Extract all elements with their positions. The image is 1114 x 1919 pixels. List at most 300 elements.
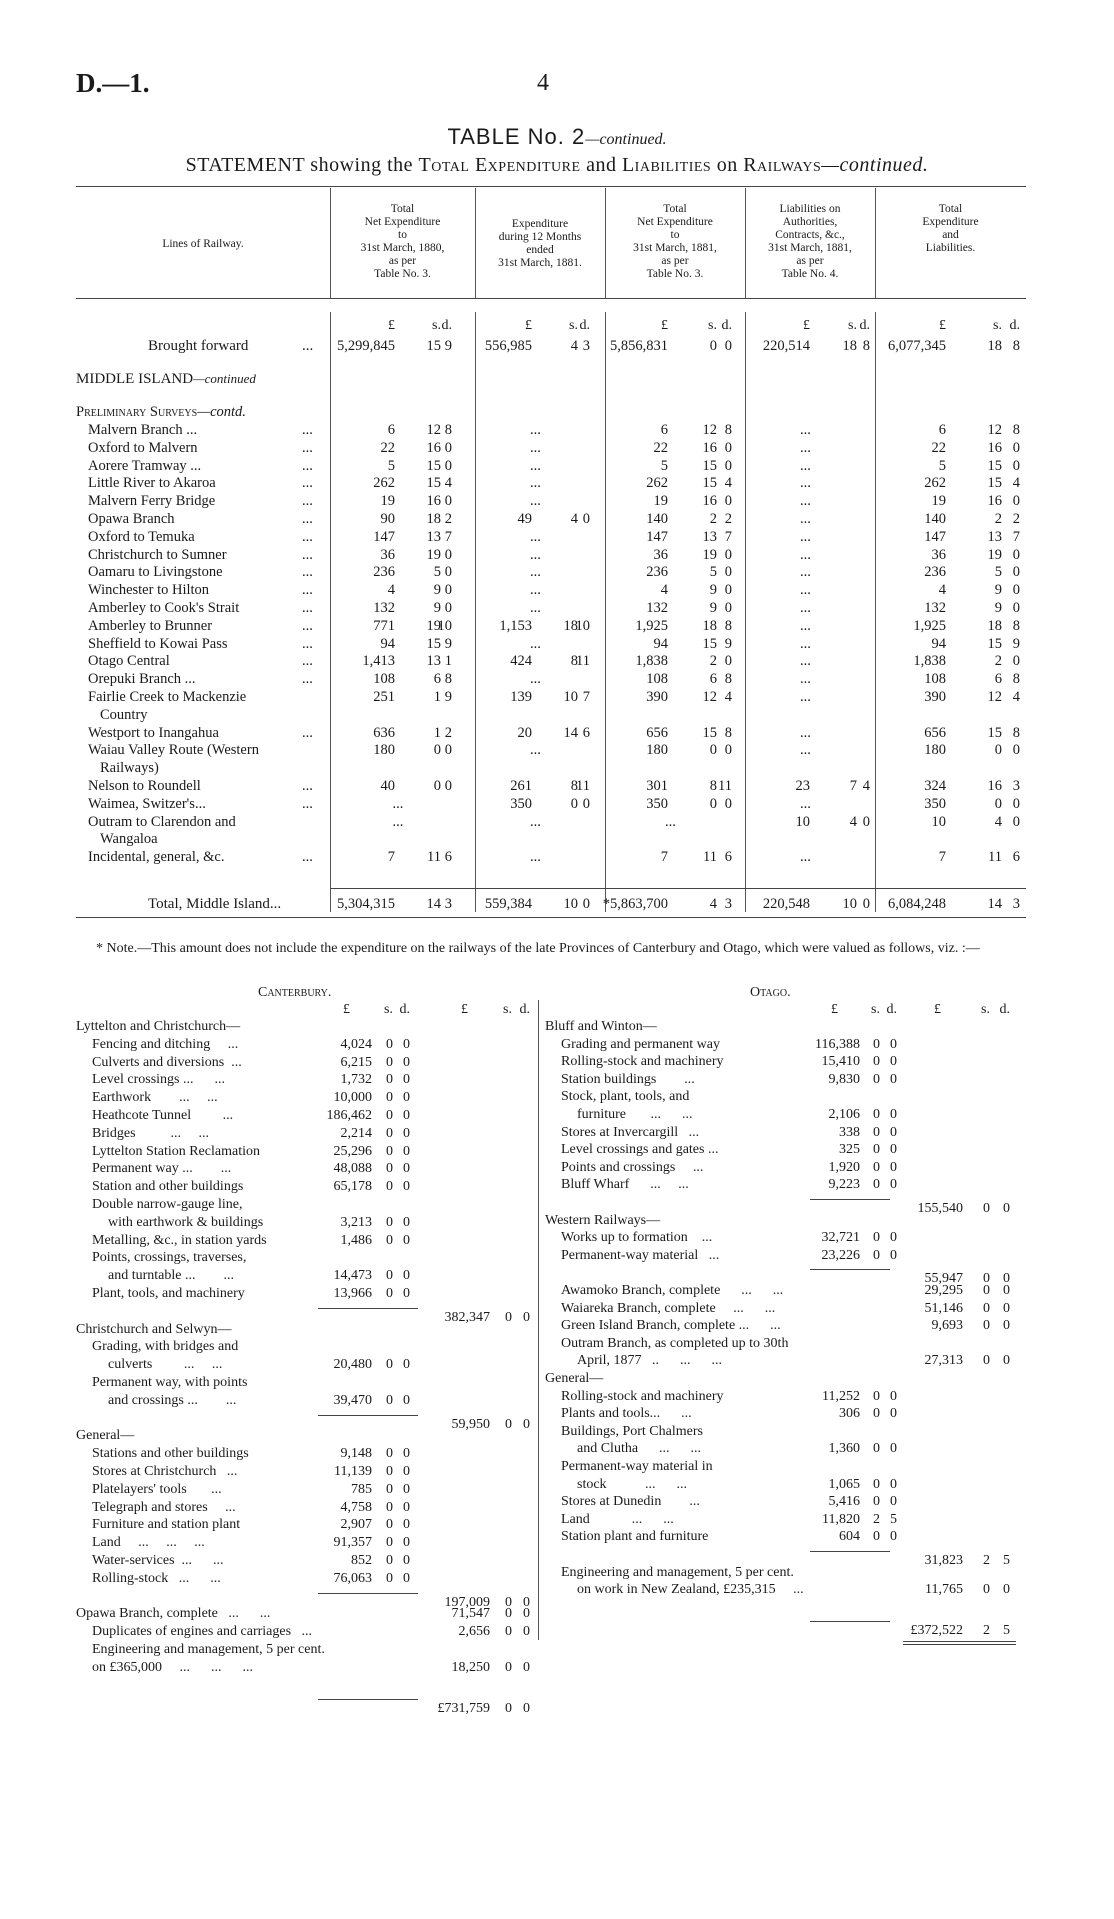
- cell-pence: 11: [576, 778, 590, 794]
- cell-pence: 4: [1012, 475, 1020, 491]
- cell-pounds: 236: [373, 564, 395, 580]
- cell-ellipsis: ...: [800, 475, 811, 491]
- cell-pence: 0: [1012, 547, 1020, 563]
- row-dots: ...: [302, 547, 313, 563]
- cell-pence: 8: [1012, 338, 1020, 354]
- table-subtitle: [0, 154, 1114, 177]
- cell-shillings: 2: [709, 511, 717, 527]
- line-text: Station buildings ...: [561, 1072, 695, 1087]
- line-total: 29,295: [924, 1283, 963, 1298]
- line-amount: 4,758: [340, 1500, 372, 1515]
- line-shillings: 0: [386, 1144, 393, 1159]
- cell-pounds: 261: [510, 778, 532, 794]
- column-header-line: Net Expenditure: [364, 216, 441, 228]
- cell-pounds: 1,838: [635, 653, 668, 669]
- cell-shillings: 16: [702, 493, 717, 509]
- line-text: Level crossings and gates ...: [561, 1142, 719, 1157]
- brought-forward-label: Brought forward: [148, 338, 249, 354]
- cell-shillings: 15: [426, 475, 441, 491]
- cell-shillings: 5: [709, 564, 717, 580]
- line-shillings: 0: [873, 1054, 880, 1069]
- cell-pence: 0: [444, 458, 452, 474]
- cell-pounds: 108: [646, 671, 668, 687]
- row-label: Aorere Tramway ...: [88, 458, 202, 474]
- cell-shillings: 8: [570, 653, 578, 669]
- line-total: 197,009: [444, 1595, 490, 1610]
- cell-pounds: 220,548: [762, 896, 810, 912]
- line-shillings: 0: [386, 1500, 393, 1515]
- line-amount: 6,215: [340, 1055, 372, 1070]
- line-total-shillings: 0: [505, 1701, 512, 1716]
- cell-pence: 8: [1012, 725, 1020, 741]
- cell-shillings: 9: [709, 582, 717, 598]
- cell-shillings: 0: [994, 742, 1002, 758]
- cell-pence: 3: [1012, 896, 1020, 912]
- cell-shillings: 15: [702, 458, 717, 474]
- cell-pence: 3: [582, 338, 590, 354]
- line-shillings: 0: [873, 1142, 880, 1157]
- cell-pounds: 7: [660, 849, 668, 865]
- cell-pence: 0: [1012, 440, 1020, 456]
- cell-shillings: 9: [994, 600, 1002, 616]
- cell-pence: 8: [1012, 618, 1020, 634]
- cell-shillings: 14: [426, 896, 441, 912]
- line-total-shillings: 0: [505, 1660, 512, 1675]
- section-title: Otago.: [750, 985, 791, 1000]
- cell-pounds: 262: [924, 475, 946, 491]
- row-dots: ...: [302, 636, 313, 652]
- line-total-shillings: 2: [983, 1553, 990, 1568]
- line-shillings: 0: [386, 1108, 393, 1123]
- subtitle-on: on: [711, 154, 744, 176]
- row-label: Incidental, general, &c.: [88, 849, 225, 865]
- line-text: Engineering and management, 5 per cent.: [561, 1565, 794, 1580]
- cell-pence: 0: [444, 582, 452, 598]
- grand-total-rule: [903, 1644, 1016, 1645]
- line-amount: 4,024: [340, 1037, 372, 1052]
- column-header-5: [875, 203, 1026, 255]
- unit-label: d.: [886, 1002, 897, 1017]
- cell-pounds: 6: [660, 422, 668, 438]
- section-title: Canterbury.: [258, 985, 332, 1000]
- cell-pounds: 22: [380, 440, 395, 456]
- cell-ellipsis: ...: [530, 600, 541, 616]
- line-pence: 0: [403, 1108, 410, 1123]
- line-shillings: 0: [386, 1535, 393, 1550]
- line-total: 9,693: [931, 1318, 963, 1333]
- cell-pounds: 49: [517, 511, 532, 527]
- unit-label: s.: [503, 1002, 512, 1017]
- row-dots: ...: [302, 725, 313, 741]
- line-amount: 11,139: [334, 1464, 372, 1479]
- cell-shillings: 15: [987, 458, 1002, 474]
- column-separator: [605, 312, 606, 912]
- line-total-shillings: 0: [983, 1283, 990, 1298]
- cell-shillings: 15: [987, 636, 1002, 652]
- line-shillings: 0: [386, 1215, 393, 1230]
- line-amount: 3,213: [340, 1215, 372, 1230]
- row-dots: ...: [302, 493, 313, 509]
- row-dots: ...: [302, 582, 313, 598]
- cell-pounds: 140: [924, 511, 946, 527]
- line-total-shillings: 0: [983, 1353, 990, 1368]
- cell-shillings: 5: [433, 564, 441, 580]
- cell-pence: 0: [1012, 582, 1020, 598]
- line-text: Rolling-stock ... ...: [92, 1571, 221, 1586]
- cell-pounds: 1,413: [362, 653, 395, 669]
- line-total-pence: 0: [523, 1660, 530, 1675]
- cell-ellipsis: ...: [800, 529, 811, 545]
- line-total-pence: 0: [1003, 1318, 1010, 1333]
- cell-shillings: 15: [426, 458, 441, 474]
- line-total: 155,540: [917, 1201, 963, 1216]
- line-shillings: 0: [873, 1125, 880, 1140]
- cell-pounds: 22: [653, 440, 668, 456]
- cell-ellipsis: ...: [800, 618, 811, 634]
- cell-pounds: 1,925: [635, 618, 668, 634]
- row-label: Waimea, Switzer's...: [88, 796, 206, 812]
- column-separator: [475, 312, 476, 912]
- cell-pence: 0: [724, 653, 732, 669]
- cell-pounds: 236: [924, 564, 946, 580]
- cell-pounds: 147: [924, 529, 946, 545]
- line-total-shillings: 0: [983, 1318, 990, 1333]
- line-pence: 0: [403, 1500, 410, 1515]
- line-amount: 5,416: [828, 1494, 860, 1509]
- line-pence: 0: [890, 1441, 897, 1456]
- cell-ellipsis: ...: [800, 742, 811, 758]
- cell-pounds: 139: [510, 689, 532, 705]
- cell-pence: 6: [444, 849, 452, 865]
- cell-shillings: 6: [433, 671, 441, 687]
- row-label: Little River to Akaroa: [88, 475, 216, 491]
- unit-pence: d.: [859, 318, 870, 333]
- line-amount: 23,226: [821, 1248, 860, 1263]
- line-text: Grading and permanent way: [561, 1037, 720, 1052]
- cell-pence: 9: [1012, 636, 1020, 652]
- cell-ellipsis: ...: [800, 582, 811, 598]
- line-shillings: 0: [386, 1037, 393, 1052]
- cell-pounds: 5: [660, 458, 668, 474]
- cell-shillings: 10: [563, 896, 578, 912]
- column-header-line: as per: [796, 255, 824, 267]
- cell-pounds: 262: [646, 475, 668, 491]
- line-amount: 9,148: [340, 1446, 372, 1461]
- line-shillings: 0: [873, 1037, 880, 1052]
- line-text: Lyttelton and Christchurch—: [76, 1019, 241, 1034]
- cell-pence: 4: [862, 778, 870, 794]
- column-header-0: [76, 238, 330, 251]
- line-amount: 2,106: [828, 1107, 860, 1122]
- cell-pounds: 20: [517, 725, 532, 741]
- line-total-pence: 0: [1003, 1201, 1010, 1216]
- line-pence: 0: [403, 1357, 410, 1372]
- line-shillings: 0: [386, 1446, 393, 1461]
- cell-shillings: 15: [702, 725, 717, 741]
- table-title: [0, 124, 1114, 150]
- line-pence: 0: [403, 1215, 410, 1230]
- unit-shillings: s.: [432, 318, 441, 333]
- cell-shillings: 8: [570, 778, 578, 794]
- cell-shillings: 2: [994, 511, 1002, 527]
- cell-pence: 2: [444, 511, 452, 527]
- cell-shillings: 18: [987, 338, 1002, 354]
- cell-shillings: 12: [987, 422, 1002, 438]
- cell-pence: 0: [724, 547, 732, 563]
- line-total-pence: 0: [523, 1701, 530, 1716]
- cell-shillings: 4: [849, 814, 857, 830]
- column-separator: [330, 312, 331, 912]
- line-amount: 15,410: [821, 1054, 860, 1069]
- line-text: and crossings ... ...: [108, 1393, 237, 1408]
- line-text: Fencing and ditching ...: [92, 1037, 239, 1052]
- unit-pounds: £: [661, 318, 668, 333]
- line-total-pence: 0: [1003, 1353, 1010, 1368]
- unit-label: £: [461, 1002, 468, 1017]
- cell-shillings: 15: [987, 475, 1002, 491]
- line-text: Permanent-way material ...: [561, 1248, 720, 1263]
- cell-pence: 9: [724, 636, 732, 652]
- document-code: D.—1.: [76, 68, 150, 98]
- cell-pounds: 5: [938, 458, 946, 474]
- cell-ellipsis: ...: [530, 422, 541, 438]
- line-total-shillings: 0: [983, 1301, 990, 1316]
- cell-pence: 8: [1012, 671, 1020, 687]
- cell-pence: 9: [444, 636, 452, 652]
- line-total: 2,656: [458, 1624, 490, 1639]
- subtotal-rule: [318, 1415, 418, 1416]
- island-heading: [76, 371, 256, 388]
- cell-pence: 0: [724, 338, 732, 354]
- cell-pence: 3: [724, 896, 732, 912]
- line-shillings: 0: [386, 1268, 393, 1283]
- cell-shillings: 7: [849, 778, 857, 794]
- line-text: Stores at Christchurch ...: [92, 1464, 238, 1479]
- cell-pounds: 36: [380, 547, 395, 563]
- cell-pence: 4: [444, 475, 452, 491]
- cell-shillings: 15: [426, 338, 441, 354]
- line-text: Water-services ... ...: [92, 1553, 224, 1568]
- line-shillings: 0: [873, 1248, 880, 1263]
- cell-ellipsis: ...: [800, 689, 811, 705]
- line-shillings: 0: [386, 1233, 393, 1248]
- cell-pence: 0: [1012, 458, 1020, 474]
- cell-pounds: 262: [373, 475, 395, 491]
- line-total-pence: 0: [1003, 1283, 1010, 1298]
- column-header-line: Table No. 3.: [646, 268, 704, 280]
- cell-shillings: 14: [987, 896, 1002, 912]
- row-dots: ...: [302, 511, 313, 527]
- cell-shillings: 4: [570, 511, 578, 527]
- cell-pence: 6: [724, 849, 732, 865]
- line-amount: 39,470: [333, 1393, 372, 1408]
- line-total: £731,759: [437, 1701, 490, 1716]
- cell-shillings: 11: [703, 849, 717, 865]
- cell-shillings: 15: [702, 475, 717, 491]
- line-text: Heathcote Tunnel ...: [92, 1108, 234, 1123]
- cell-pounds: 132: [646, 600, 668, 616]
- row-dots: ...: [302, 440, 313, 456]
- cell-pounds: 140: [646, 511, 668, 527]
- line-amount: 1,065: [828, 1477, 860, 1492]
- column-header-line: Lines of Railway.: [162, 238, 244, 250]
- line-shillings: 0: [386, 1126, 393, 1141]
- line-text: Plant, tools, and machinery: [92, 1286, 245, 1301]
- cell-pounds: 324: [924, 778, 946, 794]
- line-text: Grading, with bridges and: [92, 1339, 239, 1354]
- cell-pounds: 94: [380, 636, 395, 652]
- line-text: on work in New Zealand, £235,315 ...: [577, 1582, 804, 1597]
- column-header-line: Expenditure: [511, 218, 569, 230]
- cell-pence: 8: [724, 671, 732, 687]
- unit-label: s.: [871, 1002, 880, 1017]
- cell-shillings: 19: [426, 547, 441, 563]
- line-text: Buildings, Port Chalmers: [561, 1424, 703, 1439]
- cell-pence: 0: [862, 896, 870, 912]
- cell-shillings: 2: [994, 653, 1002, 669]
- column-header-line: 31st March, 1881,: [768, 242, 852, 254]
- cell-shillings: 2: [709, 653, 717, 669]
- cell-pence: 3: [1012, 778, 1020, 794]
- line-amount: 76,063: [333, 1571, 372, 1586]
- column-header-line: Expenditure: [922, 216, 979, 228]
- island-heading-suffix: —continued: [193, 371, 256, 386]
- column-header-line: Total: [663, 203, 687, 215]
- footnote: * Note.—This amount does not include the expenditure on the railways of the late Provinces of Canterbury and Otago, which were valued as follows, viz. :—: [96, 941, 980, 956]
- cell-pounds: 23: [795, 778, 810, 794]
- line-text: Permanent-way material in: [561, 1459, 713, 1474]
- line-pence: 0: [403, 1161, 410, 1176]
- cell-pence: 0: [724, 493, 732, 509]
- cell-shillings: 13: [702, 529, 717, 545]
- line-total: 55,947: [924, 1271, 963, 1286]
- line-pence: 0: [890, 1054, 897, 1069]
- brought-forward-dots: ...: [302, 338, 314, 354]
- cell-pence: 0: [582, 796, 590, 812]
- line-pence: 0: [890, 1160, 897, 1175]
- cell-ellipsis: ...: [530, 564, 541, 580]
- line-pence: 0: [403, 1072, 410, 1087]
- cell-pence: 3: [444, 896, 452, 912]
- line-shillings: 0: [386, 1393, 393, 1408]
- cell-pence: 2: [444, 725, 452, 741]
- subtotal-rule: [318, 1308, 418, 1309]
- subtotal-rule: [318, 1593, 418, 1594]
- line-total-pence: 0: [1003, 1301, 1010, 1316]
- line-text: Stations and other buildings: [92, 1446, 249, 1461]
- cell-shillings: 8: [709, 778, 717, 794]
- cell-shillings: 16: [426, 493, 441, 509]
- line-pence: 5: [890, 1512, 897, 1527]
- unit-shillings: s.: [708, 318, 717, 333]
- line-amount: 325: [839, 1142, 860, 1157]
- line-text: April, 1877 .. ... ...: [577, 1353, 723, 1368]
- line-amount: 20,480: [333, 1357, 372, 1372]
- cell-pence: 0: [724, 742, 732, 758]
- line-total: 31,823: [924, 1553, 963, 1568]
- row-label: Oamaru to Livingstone: [88, 564, 223, 580]
- row-dots: ...: [302, 618, 313, 634]
- cell-shillings: 0: [709, 796, 717, 812]
- cell-shillings: 18: [426, 511, 441, 527]
- line-text: Land ... ...: [561, 1512, 674, 1527]
- line-text: Bluff Wharf ... ...: [561, 1177, 689, 1192]
- cell-pence: 2: [1012, 511, 1020, 527]
- cell-shillings: 13: [426, 529, 441, 545]
- line-text: Bluff and Winton—: [545, 1019, 657, 1034]
- line-pence: 0: [890, 1037, 897, 1052]
- row-label: Orepuki Branch ...: [88, 671, 196, 687]
- line-shillings: 0: [873, 1477, 880, 1492]
- line-pence: 0: [403, 1446, 410, 1461]
- subtotal-rule: [810, 1551, 890, 1552]
- cell-pence: 7: [1012, 529, 1020, 545]
- cell-ellipsis: ...: [800, 796, 811, 812]
- line-shillings: 0: [386, 1286, 393, 1301]
- line-pence: 0: [890, 1107, 897, 1122]
- cell-pounds: 220,514: [762, 338, 810, 354]
- subtotal-rule: [810, 1621, 890, 1622]
- cell-pounds: 7: [938, 849, 946, 865]
- line-pence: 0: [890, 1248, 897, 1263]
- unit-shillings: s.: [848, 318, 857, 333]
- subtitle-and: and: [580, 154, 622, 176]
- line-pence: 0: [403, 1126, 410, 1141]
- column-header-line: Table No. 4.: [781, 268, 839, 280]
- cell-pounds: 4: [660, 582, 668, 598]
- line-shillings: 0: [873, 1529, 880, 1544]
- subtotal-rule: [318, 1699, 418, 1700]
- cell-ellipsis: ...: [392, 814, 404, 830]
- line-amount: 10,000: [333, 1090, 372, 1105]
- line-shillings: 0: [386, 1161, 393, 1176]
- table-bottom-rule: [76, 917, 1026, 918]
- row-label: Winchester to Hilton: [88, 582, 210, 598]
- line-total-pence: 5: [1003, 1553, 1010, 1568]
- line-amount: 14,473: [333, 1268, 372, 1283]
- cell-pence: 0: [724, 458, 732, 474]
- cell-pence: 8: [862, 338, 870, 354]
- cell-pence: 8: [444, 671, 452, 687]
- line-pence: 0: [890, 1477, 897, 1492]
- row-label-continued: Railways): [100, 760, 159, 776]
- row-label: Christchurch to Sumner: [88, 547, 227, 563]
- cell-pence: 0: [724, 600, 732, 616]
- cell-shillings: 16: [426, 440, 441, 456]
- line-amount: 25,296: [333, 1144, 372, 1159]
- cell-ellipsis: ...: [665, 814, 676, 830]
- line-pence: 0: [403, 1571, 410, 1586]
- column-header-3: [605, 203, 745, 281]
- cell-ellipsis: ...: [530, 440, 541, 456]
- cell-pounds: 636: [373, 725, 395, 741]
- cell-pounds: 424: [510, 653, 532, 669]
- cell-pounds: 559,384: [484, 896, 532, 912]
- unit-label: s.: [981, 1002, 990, 1017]
- line-text: Works up to formation ...: [561, 1230, 713, 1245]
- line-pence: 0: [403, 1037, 410, 1052]
- row-dots: ...: [302, 422, 313, 438]
- cell-ellipsis: ...: [800, 547, 811, 563]
- row-label: Sheffield to Kowai Pass: [88, 636, 228, 652]
- line-total-shillings: 0: [505, 1624, 512, 1639]
- cell-pence: 9: [444, 338, 452, 354]
- line-total-shillings: 0: [983, 1271, 990, 1286]
- cell-ellipsis: ...: [530, 493, 541, 509]
- line-text: Bridges ... ...: [92, 1126, 210, 1141]
- unit-label: d.: [999, 1002, 1010, 1017]
- cell-shillings: 18: [702, 618, 717, 634]
